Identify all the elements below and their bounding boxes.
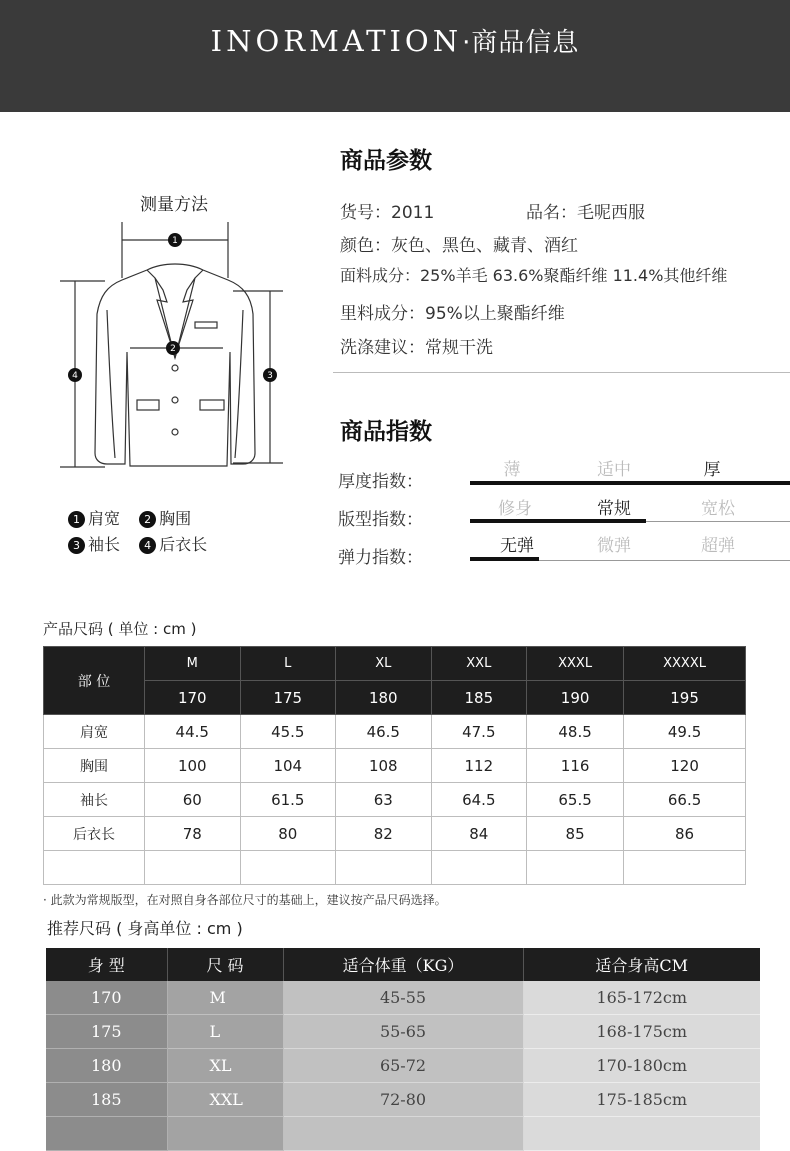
- size-corner: 部 位: [44, 647, 145, 715]
- table-cell: 104: [240, 749, 336, 783]
- table-cell: XXL: [167, 1083, 283, 1117]
- height-cell: 175: [240, 681, 336, 715]
- header-title-en: INORMATION: [210, 24, 463, 58]
- table-cell: [46, 1117, 167, 1151]
- index-fit-regular: 常规: [597, 499, 631, 519]
- header-title: [0, 22, 790, 59]
- table-cell: 120: [624, 749, 746, 783]
- index-thickness-thin: 薄: [503, 460, 521, 480]
- legend-label-shoulder: 肩宽: [88, 509, 121, 528]
- marker-4-text: 4: [72, 371, 78, 381]
- index-thickness-bar: [470, 481, 790, 485]
- legend-label-length: 后衣长: [159, 535, 208, 554]
- table-cell: [527, 851, 624, 885]
- marker-3-text: 3: [267, 371, 273, 381]
- legend-label-chest: 胸围: [159, 509, 192, 528]
- table-cell: L: [167, 1015, 283, 1049]
- height-cell: 190: [527, 681, 624, 715]
- table-cell: 100: [145, 749, 241, 783]
- height-cell: 180: [336, 681, 432, 715]
- index-stretch-label: 弹力指数：: [338, 548, 423, 568]
- table-cell: 65.5: [527, 783, 624, 817]
- legend-item-sleeve: [68, 535, 120, 554]
- table-row: [44, 749, 746, 783]
- index-thickness-label: 厚度指数：: [338, 472, 423, 492]
- size-table-caption: 产品尺码 ( 单位 : cm ): [43, 620, 197, 638]
- param-name: 品名：毛呢西服: [526, 203, 645, 223]
- jacket-diagram: [55, 218, 290, 478]
- table-cell: [336, 851, 432, 885]
- table-cell: [167, 1117, 283, 1151]
- table-cell: 46.5: [336, 715, 432, 749]
- index-fit-label: 版型指数：: [338, 510, 423, 530]
- legend-row-2: [68, 532, 207, 555]
- index-fit-loose: 宽松: [701, 499, 735, 519]
- table-cell: 80: [240, 817, 336, 851]
- table-cell: 85: [527, 817, 624, 851]
- table-cell: 47.5: [431, 715, 527, 749]
- table-cell: [283, 1117, 523, 1151]
- legend-row-1: [68, 506, 191, 529]
- recommend-table: [46, 948, 760, 1151]
- table-cell: 165-172cm: [523, 981, 760, 1015]
- table-cell: 45-55: [283, 981, 523, 1015]
- table-cell: 63: [336, 783, 432, 817]
- table-row: [44, 783, 746, 817]
- legend-item-shoulder: [68, 509, 120, 528]
- table-cell: 78: [145, 817, 241, 851]
- table-row: [46, 1015, 760, 1049]
- recommend-header-row: [46, 948, 760, 981]
- height-cell: 170: [145, 681, 241, 715]
- height-cell: 185: [431, 681, 527, 715]
- table-row: [44, 817, 746, 851]
- index-stretch-bar: [470, 557, 539, 561]
- table-cell: 65-72: [283, 1049, 523, 1083]
- table-cell: [523, 1117, 760, 1151]
- recommend-col-weight: 适合体重（KG）: [283, 948, 523, 981]
- params-divider: [333, 372, 790, 373]
- index-stretch-super: 超弹: [701, 536, 735, 556]
- table-cell: 45.5: [240, 715, 336, 749]
- table-cell: 86: [624, 817, 746, 851]
- recommend-col-height: 适合身高CM: [523, 948, 760, 981]
- index-stretch-slight: 微弹: [597, 536, 631, 556]
- index-thickness-thick: 厚: [703, 460, 721, 480]
- recommend-col-type: 身 型: [46, 948, 167, 981]
- indices-title: 商品指数: [340, 419, 432, 445]
- size-table: [43, 646, 746, 885]
- table-cell: 170-180cm: [523, 1049, 760, 1083]
- param-fabric: 面料成分：25%羊毛 63.6%聚酯纤维 11.4%其他纤维: [340, 266, 728, 285]
- header-title-cn: ·商品信息: [462, 28, 580, 58]
- table-cell: 168-175cm: [523, 1015, 760, 1049]
- index-stretch-none: 无弹: [500, 536, 534, 556]
- marker-2-text: 2: [170, 344, 176, 354]
- table-cell: 116: [527, 749, 624, 783]
- measure-title: 测量方法: [140, 195, 208, 215]
- table-row: [46, 981, 760, 1015]
- size-header-row: [44, 647, 746, 681]
- table-cell: 66.5: [624, 783, 746, 817]
- index-fit-bar: [470, 519, 646, 523]
- table-cell: 185: [46, 1083, 167, 1117]
- size-col-xl: XL: [336, 647, 432, 681]
- legend-num-3: 3: [68, 537, 85, 554]
- table-cell: 82: [336, 817, 432, 851]
- table-cell: 61.5: [240, 783, 336, 817]
- table-cell: 180: [46, 1049, 167, 1083]
- row-label: 肩宽: [44, 715, 145, 749]
- table-cell: 72-80: [283, 1083, 523, 1117]
- table-cell: 112: [431, 749, 527, 783]
- height-cell: 195: [624, 681, 746, 715]
- legend-item-chest: [139, 509, 191, 528]
- table-cell: [240, 851, 336, 885]
- table-cell: 108: [336, 749, 432, 783]
- size-height-row: [44, 681, 746, 715]
- table-row: [44, 715, 746, 749]
- table-row: [46, 1049, 760, 1083]
- legend-num-2: 2: [139, 511, 156, 528]
- table-cell: [431, 851, 527, 885]
- size-col-l: L: [240, 647, 336, 681]
- param-wash: 洗涤建议：常规干洗: [340, 338, 493, 358]
- page-header: [0, 0, 790, 112]
- table-cell: 64.5: [431, 783, 527, 817]
- table-cell: 48.5: [527, 715, 624, 749]
- table-cell: 170: [46, 981, 167, 1015]
- table-cell: 84: [431, 817, 527, 851]
- table-row-empty: [44, 851, 746, 885]
- param-lining: 里料成分：95%以上聚酯纤维: [340, 304, 565, 324]
- size-note: · 此款为常规版型，在对照自身各部位尺寸的基础上，建议按产品尺码选择。: [43, 893, 447, 907]
- index-fit-slim: 修身: [498, 499, 532, 519]
- marker-1-text: 1: [172, 236, 178, 246]
- legend-num-1: 1: [68, 511, 85, 528]
- table-row: [46, 1083, 760, 1117]
- index-thickness-medium: 适中: [597, 460, 631, 480]
- size-col-xxxl: XXXL: [527, 647, 624, 681]
- table-cell: [44, 851, 145, 885]
- table-cell: 49.5: [624, 715, 746, 749]
- table-cell: 175-185cm: [523, 1083, 760, 1117]
- legend-item-length: [139, 535, 207, 554]
- size-col-xxxxl: XXXXL: [624, 647, 746, 681]
- table-cell: 175: [46, 1015, 167, 1049]
- legend-label-sleeve: 袖长: [88, 535, 121, 554]
- legend-num-4: 4: [139, 537, 156, 554]
- table-cell: [145, 851, 241, 885]
- row-label: 袖长: [44, 783, 145, 817]
- params-title: 商品参数: [340, 148, 432, 174]
- param-colors: 颜色：灰色、黑色、藏青、酒红: [340, 236, 578, 256]
- table-row-partial: [46, 1117, 760, 1151]
- recommend-caption: 推荐尺码 ( 身高单位 : cm ): [47, 919, 243, 938]
- row-label: 胸围: [44, 749, 145, 783]
- row-label: 后衣长: [44, 817, 145, 851]
- size-col-xxl: XXL: [431, 647, 527, 681]
- table-cell: M: [167, 981, 283, 1015]
- table-cell: [624, 851, 746, 885]
- table-cell: 44.5: [145, 715, 241, 749]
- recommend-col-size: 尺 码: [167, 948, 283, 981]
- table-cell: 55-65: [283, 1015, 523, 1049]
- table-cell: 60: [145, 783, 241, 817]
- param-item-no: 货号：2011: [340, 203, 435, 223]
- size-col-m: M: [145, 647, 241, 681]
- table-cell: XL: [167, 1049, 283, 1083]
